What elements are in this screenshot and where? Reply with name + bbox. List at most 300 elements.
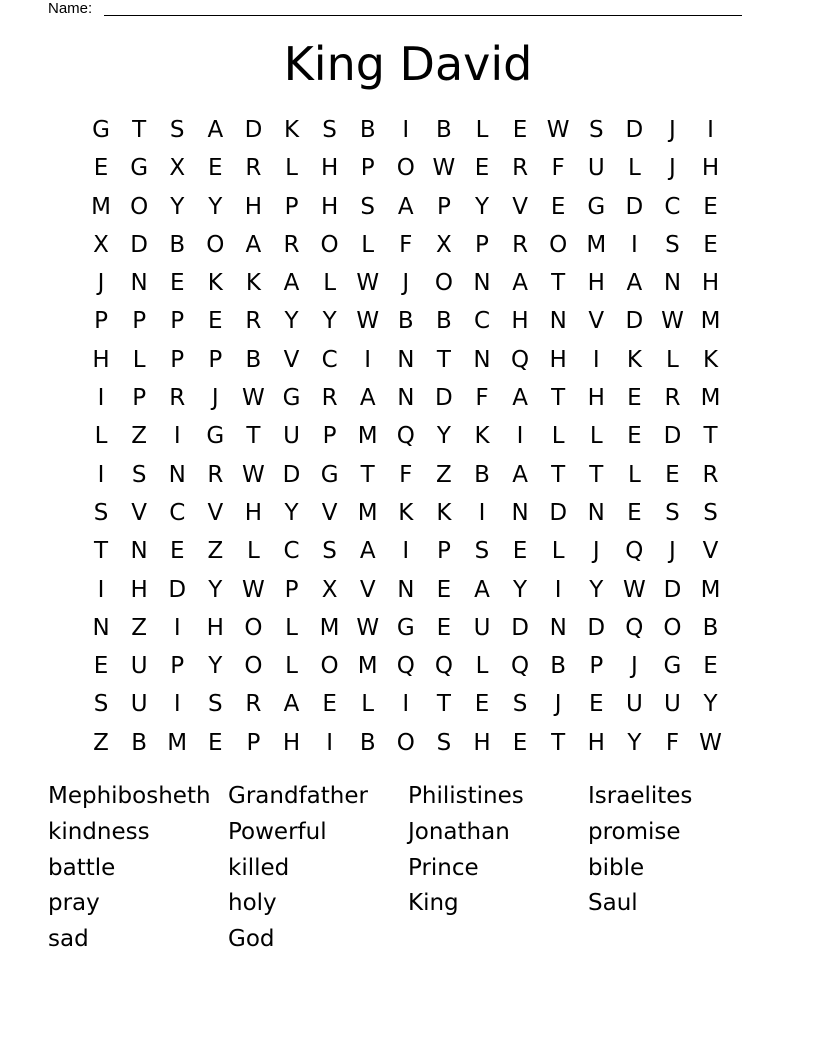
grid-letter: D bbox=[244, 117, 263, 143]
grid-letter: P bbox=[94, 308, 108, 335]
grid-letter: Y bbox=[208, 576, 223, 603]
grid-letter: E bbox=[93, 155, 109, 182]
grid-letter: T bbox=[436, 346, 451, 373]
grid-letter: R bbox=[169, 385, 186, 412]
grid-letter: P bbox=[322, 423, 337, 450]
grid-letter: Y bbox=[474, 193, 490, 220]
grid-letter: S bbox=[665, 499, 680, 526]
letter-grid bbox=[82, 111, 730, 762]
grid-letter: S bbox=[474, 538, 490, 565]
grid-letter: B bbox=[131, 729, 148, 756]
grid-letter: W bbox=[546, 117, 570, 143]
grid-letter: Z bbox=[93, 729, 109, 756]
grid-letter: M bbox=[91, 193, 111, 220]
word-list-item: King bbox=[408, 890, 459, 917]
grid-letter: R bbox=[207, 461, 224, 488]
grid-letter: U bbox=[130, 653, 148, 680]
word-list-item: Powerful bbox=[228, 818, 327, 845]
grid-letter: R bbox=[283, 231, 300, 258]
grid-letter: T bbox=[436, 691, 451, 718]
grid-letter: G bbox=[396, 614, 415, 641]
grid-letter: B bbox=[397, 308, 414, 335]
grid-letter: S bbox=[588, 117, 604, 143]
grid-letter: C bbox=[169, 499, 186, 526]
grid-row bbox=[82, 264, 730, 302]
grid-letter: S bbox=[360, 193, 375, 220]
grid-letter: M bbox=[167, 729, 188, 756]
grid-letter: N bbox=[549, 614, 567, 641]
grid-letter: N bbox=[473, 346, 491, 373]
grid-letter: K bbox=[703, 346, 719, 373]
grid-letter: W bbox=[432, 155, 456, 182]
grid-letter: I bbox=[402, 538, 410, 565]
grid-letter: G bbox=[320, 461, 339, 488]
grid-letter: I bbox=[554, 576, 562, 603]
grid-letter: O bbox=[396, 155, 415, 182]
grid-row bbox=[82, 724, 730, 762]
grid-letter: L bbox=[361, 231, 375, 258]
grid-letter: E bbox=[703, 231, 718, 258]
grid-letter: H bbox=[701, 155, 720, 182]
grid-letter: I bbox=[707, 117, 714, 143]
grid-letter: X bbox=[321, 576, 338, 603]
grid-letter: L bbox=[132, 346, 146, 373]
grid-letter: W bbox=[356, 308, 380, 335]
grid-letter: N bbox=[549, 308, 567, 335]
grid-letter: X bbox=[93, 231, 109, 258]
grid-letter: S bbox=[436, 729, 452, 756]
grid-letter: H bbox=[282, 729, 301, 756]
grid-letter: A bbox=[283, 270, 300, 297]
grid-letter: C bbox=[664, 193, 681, 220]
grid-letter: G bbox=[206, 423, 225, 450]
grid-letter: I bbox=[173, 691, 181, 718]
grid-letter: A bbox=[512, 270, 528, 297]
word-list-item: Prince bbox=[408, 854, 479, 881]
grid-letter: O bbox=[549, 231, 568, 258]
grid-letter: P bbox=[132, 385, 147, 412]
grid-letter: M bbox=[586, 231, 607, 258]
grid-letter: D bbox=[435, 385, 453, 412]
grid-letter: D bbox=[663, 576, 682, 603]
grid-letter: P bbox=[436, 193, 451, 220]
grid-letter: L bbox=[94, 423, 108, 450]
grid-letter: W bbox=[242, 576, 265, 603]
grid-letter: F bbox=[399, 231, 413, 258]
grid-letter: G bbox=[92, 117, 110, 143]
grid-letter: T bbox=[551, 729, 566, 756]
grid-letter: M bbox=[700, 308, 721, 335]
grid-letter: Y bbox=[513, 576, 528, 603]
grid-letter: G bbox=[282, 385, 301, 412]
grid-letter: E bbox=[436, 614, 452, 641]
grid-letter: S bbox=[169, 117, 185, 143]
word-list-item: Grandfather bbox=[228, 783, 368, 809]
grid-letter: P bbox=[360, 155, 375, 182]
grid-letter: E bbox=[627, 385, 642, 412]
grid-letter: T bbox=[132, 117, 147, 143]
grid-letter: B bbox=[359, 117, 376, 143]
grid-letter: Y bbox=[322, 308, 337, 335]
grid-letter: H bbox=[244, 193, 263, 220]
grid-letter: D bbox=[549, 499, 568, 526]
grid-letter: P bbox=[284, 576, 299, 603]
grid-letter: P bbox=[132, 308, 147, 335]
grid-letter: S bbox=[703, 499, 718, 526]
grid-letter: H bbox=[511, 308, 529, 335]
grid-letter: W bbox=[356, 614, 380, 641]
grid-letter: H bbox=[587, 270, 605, 297]
grid-letter: A bbox=[474, 576, 490, 603]
grid-letter: B bbox=[359, 729, 376, 756]
grid-letter: A bbox=[359, 538, 376, 565]
grid-letter: O bbox=[396, 729, 415, 756]
grid-letter: E bbox=[93, 653, 109, 680]
grid-letter: M bbox=[319, 614, 340, 641]
grid-letter: B bbox=[702, 614, 719, 641]
grid-letter: N bbox=[397, 385, 415, 412]
grid-letter: P bbox=[170, 346, 185, 373]
grid-row bbox=[82, 647, 730, 685]
grid-letter: E bbox=[627, 499, 642, 526]
grid-letter: J bbox=[211, 385, 219, 412]
grid-row bbox=[82, 226, 730, 264]
grid-letter: X bbox=[169, 155, 186, 182]
grid-letter: L bbox=[285, 614, 298, 641]
grid-letter: M bbox=[700, 576, 721, 603]
grid-letter: G bbox=[130, 155, 149, 182]
grid-letter: E bbox=[512, 117, 528, 143]
grid-letter: Y bbox=[284, 499, 299, 526]
grid-letter: C bbox=[321, 346, 338, 373]
grid-letter: Z bbox=[207, 538, 224, 565]
grid-letter: E bbox=[474, 691, 490, 718]
grid-letter: E bbox=[512, 538, 528, 565]
grid-letter: Z bbox=[131, 423, 148, 450]
grid-letter: Y bbox=[436, 423, 451, 450]
grid-letter: R bbox=[664, 385, 681, 412]
grid-letter: M bbox=[357, 653, 378, 680]
grid-letter: H bbox=[549, 346, 567, 373]
grid-letter: L bbox=[247, 538, 260, 565]
grid-row bbox=[82, 609, 730, 647]
grid-letter: I bbox=[630, 231, 638, 258]
grid-letter: D bbox=[168, 576, 187, 603]
grid-letter: L bbox=[551, 423, 565, 450]
name-field bbox=[48, 0, 742, 18]
grid-letter: Q bbox=[396, 423, 415, 450]
grid-letter: K bbox=[626, 346, 642, 373]
grid-letter: H bbox=[587, 385, 605, 412]
grid-letter: S bbox=[131, 461, 147, 488]
grid-letter: E bbox=[588, 691, 604, 718]
grid-letter: U bbox=[283, 423, 300, 450]
grid-letter: N bbox=[473, 270, 491, 297]
grid-letter: H bbox=[320, 193, 339, 220]
grid-row bbox=[82, 532, 730, 570]
grid-row bbox=[82, 149, 730, 187]
grid-letter: O bbox=[434, 270, 453, 297]
grid-letter: D bbox=[625, 308, 644, 335]
grid-letter: E bbox=[208, 308, 223, 335]
grid-letter: S bbox=[512, 691, 528, 718]
grid-letter: E bbox=[627, 423, 642, 450]
grid-letter: M bbox=[357, 499, 378, 526]
word-list-item: bible bbox=[588, 854, 645, 881]
grid-letter: R bbox=[245, 308, 262, 335]
grid-letter: F bbox=[399, 461, 413, 488]
grid-letter: N bbox=[130, 538, 148, 565]
grid-letter: D bbox=[587, 614, 606, 641]
grid-letter: F bbox=[551, 155, 565, 182]
grid-letter: E bbox=[703, 653, 718, 680]
grid-letter: S bbox=[93, 499, 109, 526]
grid-letter: K bbox=[436, 499, 452, 526]
grid-letter: J bbox=[669, 117, 676, 143]
grid-letter: P bbox=[284, 193, 299, 220]
grid-letter: R bbox=[512, 231, 529, 258]
grid-letter: K bbox=[207, 270, 223, 297]
grid-letter: K bbox=[474, 423, 490, 450]
grid-letter: E bbox=[512, 729, 528, 756]
grid-letter: V bbox=[321, 499, 338, 526]
grid-letter: F bbox=[475, 385, 489, 412]
grid-letter: H bbox=[587, 729, 605, 756]
grid-letter: E bbox=[703, 193, 718, 220]
grid-letter: A bbox=[397, 193, 414, 220]
word-list-item: pray bbox=[48, 890, 100, 917]
grid-letter: K bbox=[245, 270, 261, 297]
grid-letter: N bbox=[92, 614, 110, 641]
grid-letter: I bbox=[97, 385, 105, 412]
grid-letter: U bbox=[664, 691, 681, 718]
grid-letter: B bbox=[550, 653, 567, 680]
puzzle-title: King David bbox=[283, 37, 533, 91]
grid-letter: I bbox=[402, 691, 410, 718]
grid-letter: N bbox=[587, 499, 605, 526]
grid-row bbox=[82, 188, 730, 226]
word-list-item: sad bbox=[48, 926, 89, 953]
grid-letter: H bbox=[473, 729, 491, 756]
grid-letter: V bbox=[702, 538, 719, 565]
grid-letter: E bbox=[665, 461, 680, 488]
grid-letter: E bbox=[322, 691, 337, 718]
grid-letter: D bbox=[663, 423, 682, 450]
grid-letter: P bbox=[170, 308, 185, 335]
grid-letter: A bbox=[283, 691, 300, 718]
word-list-item: Mephibosheth bbox=[48, 783, 211, 809]
grid-letter: G bbox=[587, 193, 606, 220]
grid-letter: O bbox=[244, 653, 263, 680]
grid-letter: I bbox=[592, 346, 600, 373]
grid-letter: B bbox=[436, 117, 452, 143]
word-list-item: God bbox=[228, 926, 275, 953]
grid-letter: T bbox=[703, 423, 718, 450]
grid-letter: Y bbox=[703, 691, 718, 718]
grid-letter: K bbox=[283, 117, 300, 143]
grid-letter: E bbox=[169, 270, 185, 297]
grid-letter: Q bbox=[434, 653, 453, 680]
grid-letter: P bbox=[208, 346, 223, 373]
grid-letter: V bbox=[359, 576, 376, 603]
grid-letter: L bbox=[475, 653, 489, 680]
grid-letter: T bbox=[551, 461, 566, 488]
word-list-item: promise bbox=[588, 818, 681, 845]
grid-letter: T bbox=[360, 461, 375, 488]
grid-letter: P bbox=[589, 653, 604, 680]
grid-letter: A bbox=[245, 231, 262, 258]
grid-letter: D bbox=[625, 193, 644, 220]
grid-letter: D bbox=[511, 614, 529, 641]
grid-letter: E bbox=[474, 155, 490, 182]
grid-letter: B bbox=[169, 231, 186, 258]
grid-letter: E bbox=[436, 576, 452, 603]
grid-letter: V bbox=[207, 499, 224, 526]
grid-letter: B bbox=[474, 461, 490, 488]
name-underline bbox=[104, 15, 742, 16]
grid-letter: N bbox=[511, 499, 529, 526]
grid-letter: O bbox=[130, 193, 149, 220]
grid-letter: Y bbox=[208, 653, 223, 680]
grid-letter: T bbox=[551, 270, 566, 297]
grid-letter: Q bbox=[396, 653, 415, 680]
grid-letter: J bbox=[97, 270, 105, 297]
grid-letter: J bbox=[669, 155, 676, 182]
grid-letter: J bbox=[592, 538, 600, 565]
grid-letter: Q bbox=[511, 346, 530, 373]
grid-letter: E bbox=[208, 155, 223, 182]
grid-letter: Q bbox=[625, 538, 644, 565]
grid-letter: M bbox=[357, 423, 378, 450]
word-list-item: battle bbox=[48, 854, 116, 881]
grid-row bbox=[82, 302, 730, 340]
grid-letter: D bbox=[625, 117, 644, 143]
grid-row bbox=[82, 111, 730, 149]
grid-letter: U bbox=[130, 691, 148, 718]
grid-letter: S bbox=[93, 691, 109, 718]
grid-letter: I bbox=[478, 499, 486, 526]
grid-letter: I bbox=[402, 117, 410, 143]
grid-letter: J bbox=[402, 270, 410, 297]
word-list-item: killed bbox=[228, 854, 290, 881]
grid-letter: U bbox=[625, 691, 643, 718]
grid-letter: T bbox=[246, 423, 261, 450]
grid-letter: W bbox=[661, 308, 684, 335]
grid-letter: M bbox=[700, 385, 721, 412]
grid-letter: T bbox=[589, 461, 604, 488]
grid-letter: R bbox=[245, 691, 262, 718]
grid-letter: J bbox=[669, 538, 676, 565]
grid-letter: I bbox=[97, 461, 105, 488]
grid-letter: U bbox=[473, 614, 491, 641]
grid-letter: V bbox=[131, 499, 147, 526]
grid-letter: V bbox=[283, 346, 300, 373]
grid-letter: L bbox=[285, 653, 298, 680]
grid-letter: I bbox=[97, 576, 105, 603]
word-list bbox=[48, 778, 788, 957]
word-list-item: Israelites bbox=[588, 783, 693, 809]
grid-letter: S bbox=[208, 691, 223, 718]
grid-letter: Z bbox=[436, 461, 452, 488]
grid-letter: I bbox=[173, 423, 181, 450]
grid-letter: N bbox=[397, 346, 415, 373]
grid-letter: B bbox=[245, 346, 262, 373]
grid-letter: A bbox=[359, 385, 376, 412]
grid-letter: L bbox=[361, 691, 375, 718]
grid-letter: L bbox=[627, 155, 641, 182]
grid-letter: R bbox=[702, 461, 719, 488]
grid-letter: D bbox=[282, 461, 301, 488]
grid-letter: T bbox=[94, 538, 109, 565]
grid-letter: N bbox=[663, 270, 682, 297]
grid-letter: H bbox=[244, 499, 263, 526]
grid-letter: A bbox=[512, 461, 528, 488]
grid-letter: Y bbox=[284, 308, 299, 335]
grid-letter: R bbox=[245, 155, 262, 182]
grid-letter: O bbox=[663, 614, 682, 641]
grid-letter: I bbox=[173, 614, 181, 641]
grid-letter: P bbox=[170, 653, 185, 680]
grid-letter: O bbox=[206, 231, 225, 258]
word-list-item: holy bbox=[228, 890, 277, 917]
grid-letter: J bbox=[554, 691, 562, 718]
grid-letter: R bbox=[512, 155, 529, 182]
grid-letter: Y bbox=[170, 193, 185, 220]
grid-row bbox=[82, 571, 730, 609]
grid-letter: J bbox=[630, 653, 638, 680]
grid-letter: L bbox=[551, 538, 565, 565]
grid-row bbox=[82, 341, 730, 379]
name-label: Name: bbox=[48, 0, 93, 17]
grid-letter: H bbox=[130, 576, 148, 603]
word-list-item: Philistines bbox=[408, 783, 524, 809]
grid-letter: S bbox=[665, 231, 680, 258]
grid-letter: Q bbox=[511, 653, 530, 680]
grid-letter: D bbox=[130, 231, 148, 258]
grid-letter: H bbox=[701, 270, 720, 297]
grid-letter: L bbox=[475, 117, 489, 143]
grid-letter: N bbox=[130, 270, 148, 297]
grid-letter: T bbox=[551, 385, 566, 412]
grid-letter: P bbox=[475, 231, 489, 258]
grid-letter: O bbox=[320, 231, 339, 258]
grid-letter: E bbox=[550, 193, 566, 220]
grid-letter: R bbox=[321, 385, 338, 412]
grid-letter: E bbox=[208, 729, 223, 756]
word-list-item: kindness bbox=[48, 818, 150, 845]
grid-letter: L bbox=[666, 346, 679, 373]
grid-letter: V bbox=[588, 308, 605, 335]
grid-row bbox=[82, 685, 730, 723]
word-list-item: Jonathan bbox=[408, 818, 510, 845]
grid-letter: L bbox=[285, 155, 298, 182]
grid-row bbox=[82, 456, 730, 494]
grid-letter: X bbox=[436, 231, 452, 258]
grid-letter: K bbox=[398, 499, 414, 526]
grid-letter: Y bbox=[627, 729, 642, 756]
grid-letter: G bbox=[663, 653, 682, 680]
grid-letter: I bbox=[516, 423, 524, 450]
grid-letter: E bbox=[169, 538, 185, 565]
grid-letter: O bbox=[320, 653, 339, 680]
grid-letter: H bbox=[320, 155, 339, 182]
word-list-item: Saul bbox=[588, 890, 638, 917]
grid-letter: W bbox=[699, 729, 722, 756]
grid-letter: V bbox=[512, 193, 528, 220]
grid-letter: Q bbox=[625, 614, 644, 641]
grid-row bbox=[82, 417, 730, 455]
grid-row bbox=[82, 379, 730, 417]
